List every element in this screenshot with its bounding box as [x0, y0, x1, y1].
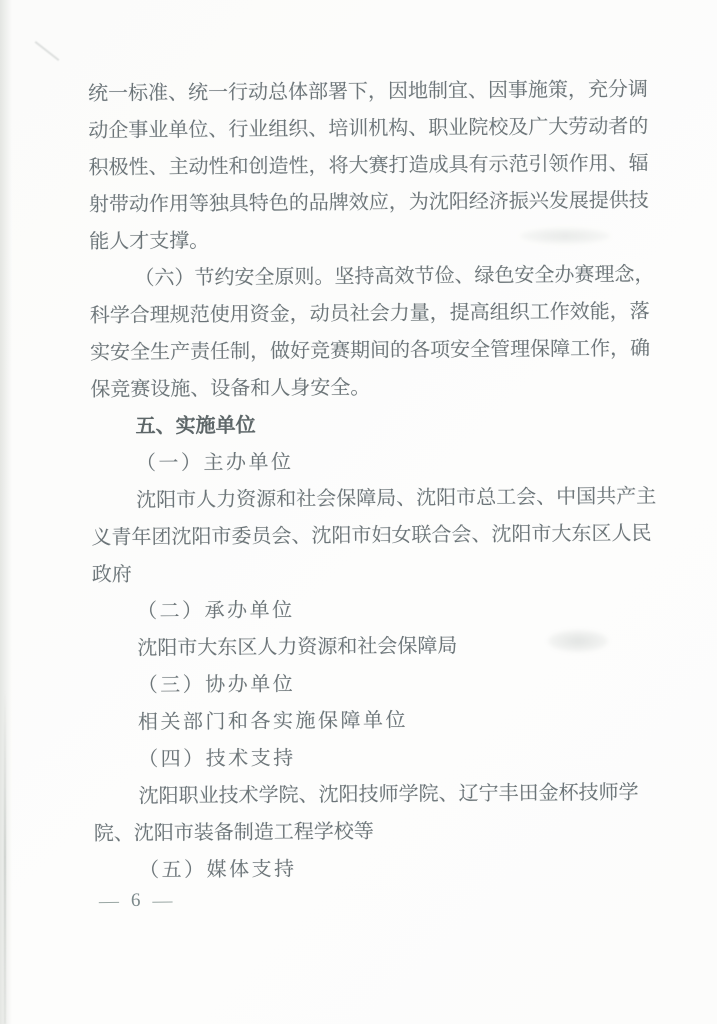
text-line: 保竞赛设施、设备和人身安全。	[90, 376, 371, 401]
subsection-heading-host-units: （一）主办单位	[135, 451, 294, 475]
subsection-heading-organizing-units: （二）承办单位	[137, 599, 295, 623]
text-line: 能人才支撑。	[89, 230, 210, 253]
text-line: 院、沈阳市装备制造工程学校等	[93, 820, 374, 845]
text-line: 沈阳职业技术学院、沈阳技师学院、辽宁丰田金杯技师学	[138, 781, 639, 808]
subsection-heading-media-support: （五）媒体支持	[139, 858, 297, 882]
footer-dash-left: —	[98, 889, 120, 912]
text-line: 统一标准、统一行动总体部署下，因地制宜、因事施策，充分调	[87, 78, 649, 105]
page-number: 6	[130, 889, 141, 912]
page-footer	[99, 886, 173, 917]
text-line: 沈阳市大东区人力资源和社会保障局	[137, 635, 458, 660]
text-line: 积极性、主动性和创造性，将大赛打造成具有示范引领作用、辐	[88, 152, 649, 179]
subsection-heading-technical-support: （四）技术支持	[138, 747, 296, 771]
scan-scratch-artifact	[35, 41, 60, 61]
text-line: 射带动作用等独具特色的品牌效应，为沈阳经济振兴发展提供技	[88, 189, 649, 216]
text-line: 义青年团沈阳市委员会、沈阳市妇女联合会、沈阳市大东区人民	[91, 522, 652, 549]
paragraph-start-principle-6: （六）节约安全原则。坚持高效节俭、绿色安全办赛理念，	[134, 263, 655, 290]
text-line: 沈阳市人力资源和社会保障局、沈阳市总工会、中国共产主	[136, 485, 657, 512]
scan-edge-artifact	[0, 0, 12, 1024]
document-text-block	[88, 69, 659, 887]
text-line: 动企事业单位、行业组织、培训机构、职业院校及广大劳动者的	[88, 115, 649, 142]
section-heading-implementing-units: 五、实施单位	[135, 414, 256, 438]
text-line: 实安全生产责任制，做好竞赛期间的各项安全管理保障工作，确	[89, 337, 651, 364]
subsection-heading-co-organizing-units: （三）协办单位	[137, 673, 296, 697]
scan-crease-artifact	[4, 690, 6, 1024]
text-line: 科学合理规范使用资金，动员社会力量，提高组织工作效能，落	[89, 300, 650, 327]
footer-dash-right: —	[152, 889, 173, 912]
text-line: 政府	[91, 563, 132, 586]
text-line: 相关部门和各实施保障单位	[137, 709, 409, 734]
